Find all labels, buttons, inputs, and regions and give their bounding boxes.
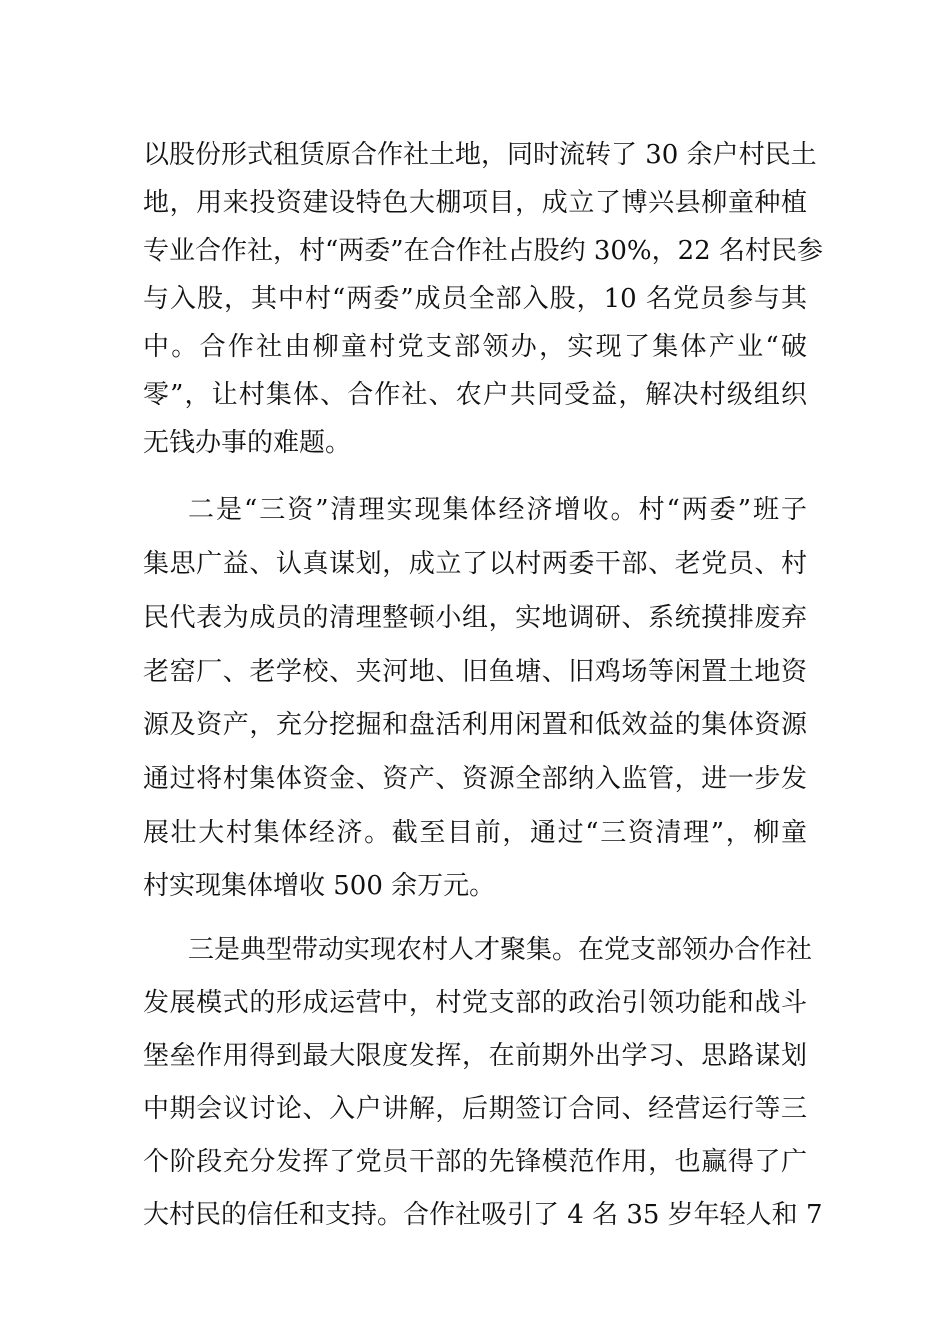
text-line: 大村民的信任和支持。合作社吸引了 4 名 35 岁年轻人和 7 bbox=[143, 1200, 823, 1230]
text-line: 老窑厂、老学校、夹河地、旧鱼塘、旧鸡场等闲置土地资 bbox=[143, 657, 807, 687]
text-line: 发展模式的形成运营中，村党支部的政治引领功能和战斗 bbox=[143, 988, 807, 1018]
text-line: 民代表为成员的清理整顿小组，实地调研、系统摸排废弃 bbox=[143, 603, 807, 633]
text-line: 村实现集体增收 500 余万元。 bbox=[143, 871, 496, 901]
text-line: 堡垒作用得到最大限度发挥，在前期外出学习、思路谋划 bbox=[143, 1041, 807, 1071]
text-line: 地，用来投资建设特色大棚项目，成立了博兴县柳童种植 bbox=[143, 188, 807, 218]
text-line: 二是“三资”清理实现集体经济增收。村“两委”班子 bbox=[188, 495, 807, 525]
text-line: 专业合作社，村“两委”在合作社占股约 30%，22 名村民参 bbox=[143, 236, 823, 266]
text-line: 源及资产，充分挖掘和盘活利用闲置和低效益的集体资源 bbox=[143, 710, 807, 740]
text-line: 与入股，其中村“两委”成员全部入股，10 名党员参与其 bbox=[143, 284, 807, 314]
text-line: 集思广益、认真谋划，成立了以村两委干部、老党员、村 bbox=[143, 549, 807, 579]
text-line: 中。合作社由柳童村党支部领办，实现了集体产业“破 bbox=[143, 332, 807, 362]
text-line: 以股份形式租赁原合作社土地，同时流转了 30 余户村民土 bbox=[143, 140, 817, 170]
text-line: 三是典型带动实现农村人才聚集。在党支部领办合作社 bbox=[188, 935, 813, 965]
text-line: 个阶段充分发挥了党员干部的先锋模范作用，也赢得了广 bbox=[143, 1147, 807, 1177]
text-line: 展壮大村集体经济。截至目前，通过“三资清理”，柳童 bbox=[143, 818, 807, 848]
text-line: 中期会议讨论、入户讲解，后期签订合同、经营运行等三 bbox=[143, 1094, 807, 1124]
text-line: 零”，让村集体、合作社、农户共同受益，解决村级组织 bbox=[143, 380, 807, 410]
text-line: 无钱办事的难题。 bbox=[143, 428, 352, 458]
text-line: 通过将村集体资金、资产、资源全部纳入监管，进一步发 bbox=[143, 764, 807, 794]
